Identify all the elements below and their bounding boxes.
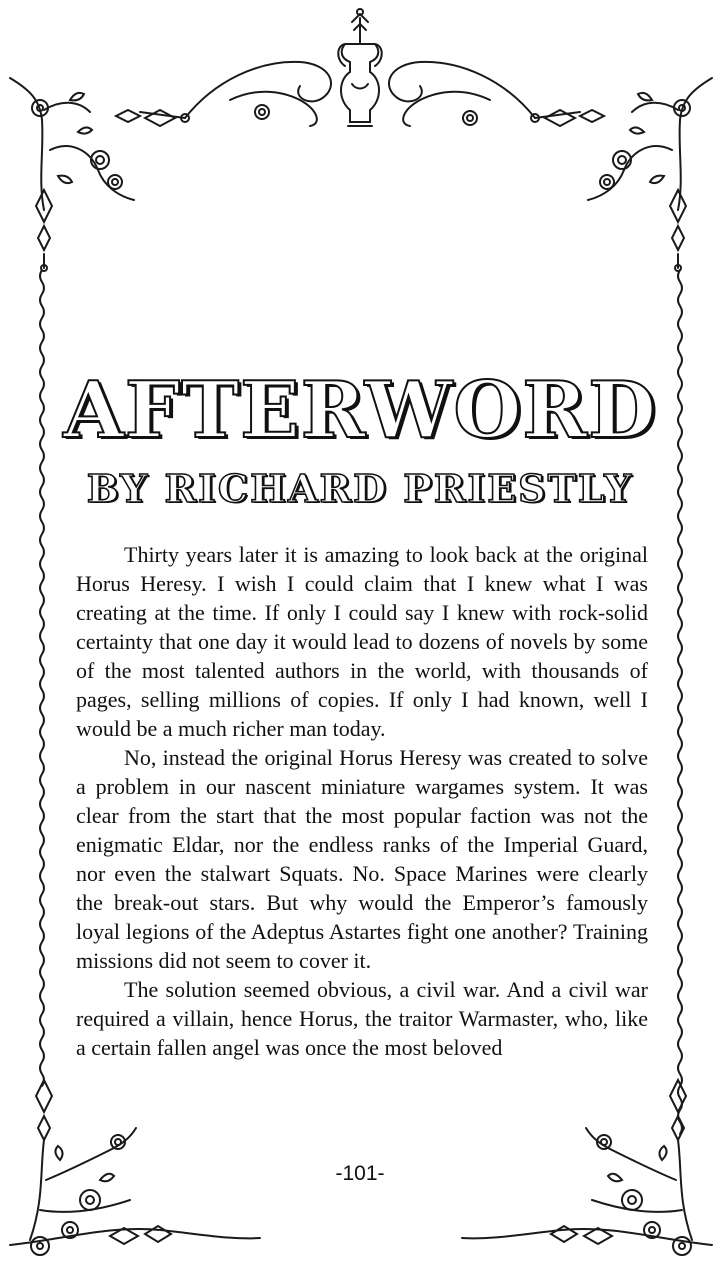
vase-ornament — [338, 9, 382, 126]
top-left-swoop — [185, 62, 331, 118]
afterword-text — [76, 540, 648, 1062]
top-left-corner-ornament — [10, 78, 134, 271]
top-right-swoop — [389, 62, 535, 118]
page-number: -101- — [335, 1162, 385, 1185]
page-title: AFTERWORD — [63, 365, 657, 456]
top-right-corner-ornament — [545, 78, 712, 271]
paragraph: The solution seemed obvious, a civil war. And a civil war required a villain, hence Horus, the traitor Warmaster, who, like a certain fallen angel was once the most beloved — [76, 977, 648, 1060]
paragraph: No, instead the original Horus Heresy was created to solve a problem in our nascent miniature wargames system. It was clear from the start that the most popular faction was not the enigmatic Eldar, nor the endless ranks of the Imperial Guard, nor even the stalwart Squats. No. Space Marines were clearly the break-out stars. But why would the Emperor’s famously loyal legions of the Adeptus Astartes fight one another? Training missions did not seem to cover it. — [76, 745, 648, 973]
page-subtitle: BY RICHARD PRIESTLY — [86, 466, 634, 511]
paragraph: Thirty years later it is amazing to look back at the original Horus Heresy. I wish I could claim that I knew what I was creating at the time. If only I could say I knew with rock-solid certainty that one day it would lead to dozens of novels by some of the most talented authors in the world, with thousands of pages, selling millions of copies. If only I had known, well I would be a much richer man today. — [76, 542, 648, 741]
